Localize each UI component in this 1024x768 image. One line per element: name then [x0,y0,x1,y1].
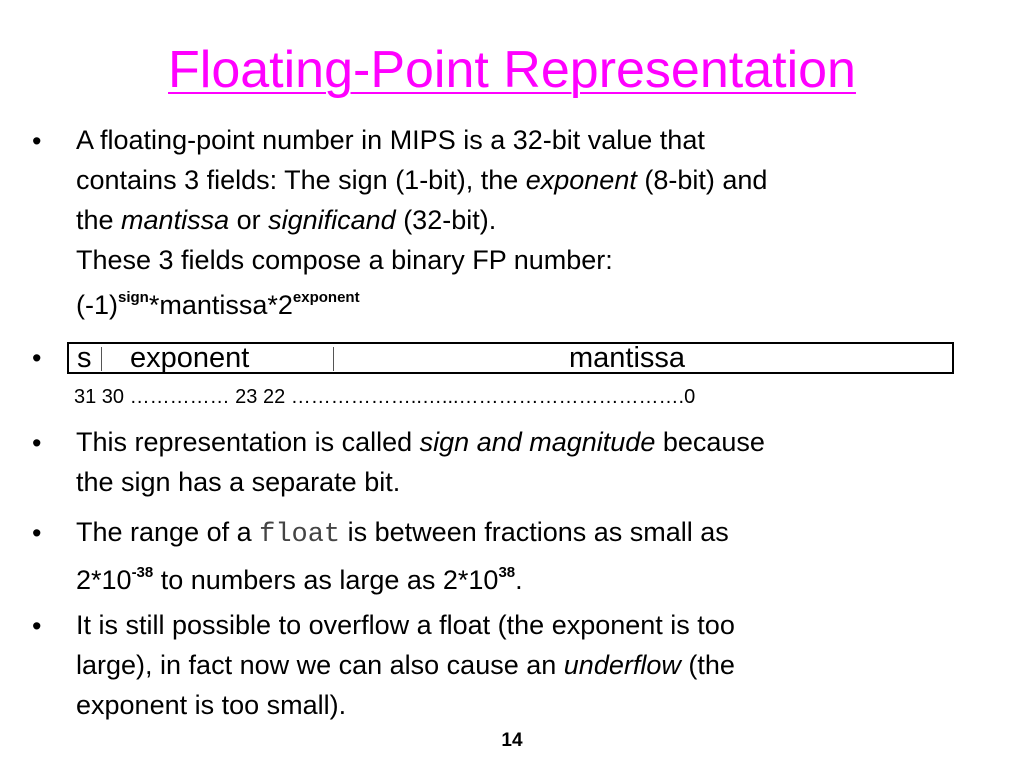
bullet-1-line-4: These 3 fields compose a binary FP number: [76,245,613,275]
bullet-3-line-2: the sign has a separate bit. [76,467,401,497]
page-number: 14 [501,730,523,751]
bullet-3-text [76,422,765,502]
bullet-3-line-1: This representation is called sign and magnitude because [76,427,765,457]
bullet-1-text [76,120,767,325]
bullet-5-line-3: exponent is too small). [76,690,347,720]
bullet-5-text [76,605,735,725]
bullet-marker: • [32,343,42,373]
float-keyword: float [259,520,341,550]
slide-title: Floating-Point Representation [168,41,856,99]
bullet-marker: • [32,518,42,548]
bullet-marker: • [32,611,42,641]
bullet-marker: • [32,428,42,458]
bullet-1-line-2: contains 3 fields: The sign (1-bit), the exponent (8-bit) and [76,165,768,195]
field-divider [333,347,334,371]
exponent-field-label: exponent [130,342,250,374]
bullet-5-line-1: It is still possible to overflow a float (the exponent is too [76,610,735,640]
bullet-marker: • [32,126,42,156]
bullet-1-line-3: the mantissa or significand (32-bit). [76,205,497,235]
bullet-4-text [76,512,729,600]
bullet-1-line-1: A floating-point number in MIPS is a 32-bit value that [76,125,705,155]
field-divider [101,347,102,371]
fp-field-diagram [67,342,954,374]
bullet-5-line-2: large), in fact now we can also cause an underflow (the [76,650,735,680]
mantissa-field-label: mantissa [569,342,686,374]
sign-field-label: s [77,342,92,374]
bullet-4-line-2: $2*10^{-38}$ to numbers as large as $2*10^{38}$. [76,564,523,595]
bullet-4-line-1: The range of a float is between fractions as small as [76,517,729,550]
bit-positions: 31 30 …………… 23 22 ………………..…...…………………………….0 [74,386,696,408]
fp-formula: $(-1)^{sign}*mantissa*2^{exponent}$ [76,289,360,320]
